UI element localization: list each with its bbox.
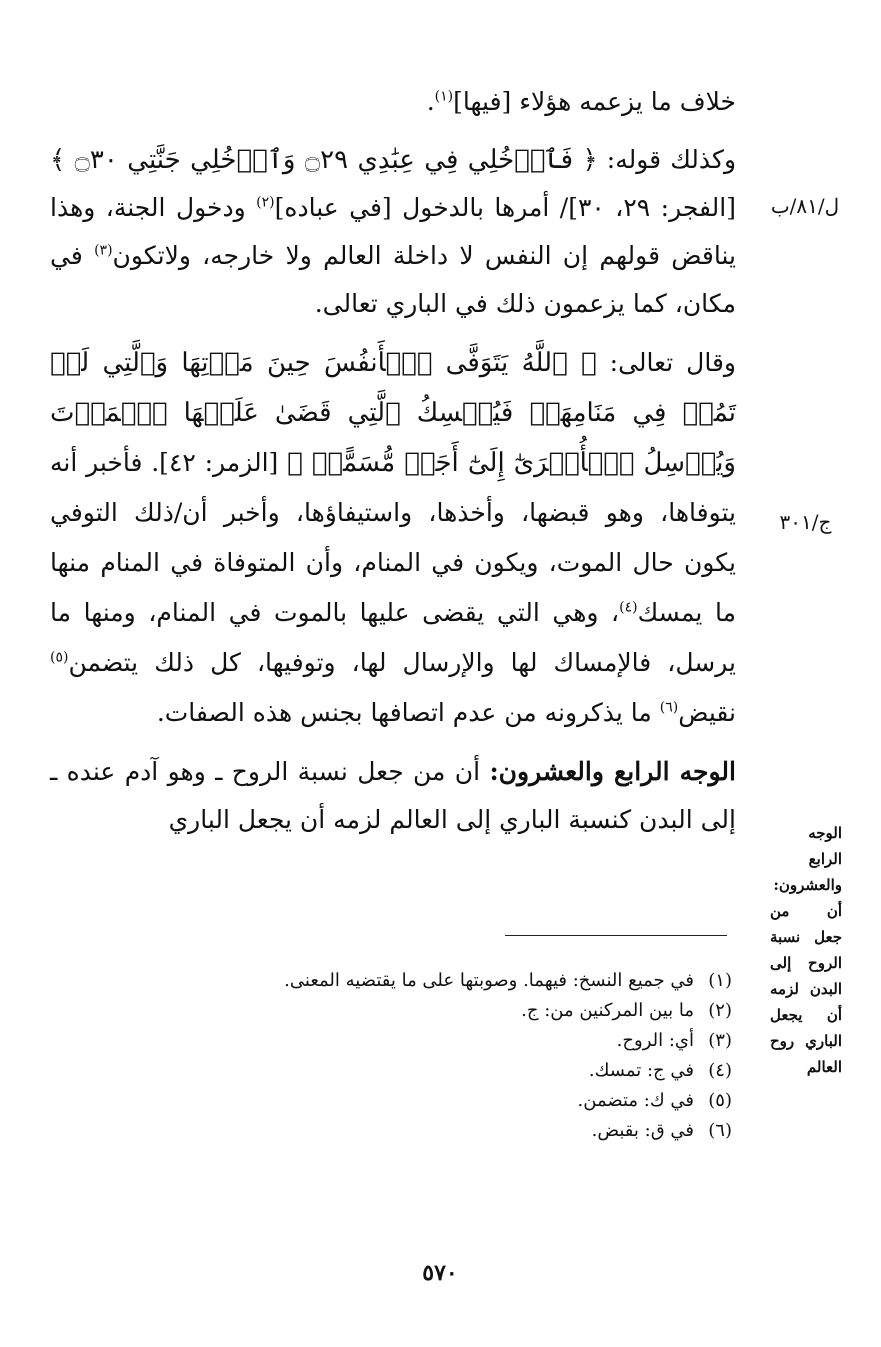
footnote-ref-4: (٤): [619, 599, 638, 616]
footnote-item: [120, 1086, 732, 1116]
footnote-number: (٣): [708, 1030, 732, 1051]
footnote-ref-5: (٥): [50, 649, 69, 666]
paragraph-3-text-c: ، وهي التي يقضى عليها بالموت في المنام، ومنها ما يرسل، فالإمساك لها والإرسال لها، وتوفيها، كل ذلك يتضمن: [50, 598, 736, 677]
paragraph-3-intro: وقال تعالى:: [596, 348, 736, 377]
page-number: ٥٧٠: [422, 1260, 458, 1286]
paragraph-2-text-c: ودخول الجنة، وهذا يناقض قولهم إن النفس لا داخلة العالم ولا خارجه، ولاتكون: [50, 193, 736, 270]
footnote-text: في ج: تمسك.: [588, 1060, 694, 1081]
footnotes: [120, 966, 732, 1146]
section-heading: الوجه الرابع والعشرون:: [489, 757, 736, 786]
footnote-ref-6: (٦): [659, 699, 679, 716]
footnote-ref-1: (١): [434, 88, 454, 105]
quran-quote-zumar: ﴿ ٱللَّهُ يَتَوَفَّى ٱلۡأَنفُسَ حِينَ مَوۡتِهَا وَٱلَّتِي لَمۡ تَمُتۡ فِي مَنَامِهَاۖ فَيُمۡسِكُ ٱلَّتِي قَضَىٰ عَلَيۡهَا ٱلۡمَوۡتَ وَيُرۡسِلُ ٱلۡأُخۡرَىٰٓ إِلَىٰٓ أَجَلٖ مُّسَمًّىۚ ﴾: [50, 348, 736, 478]
footnote-ref-3: (٣): [94, 242, 113, 259]
paragraph-4-text: أن من جعل نسبة الروح ـ وهو آدم عنده ـ إلى البدن كنسبة الباري إلى العالم لزمه أن يجعل الباري: [50, 757, 736, 834]
footnote-number: (١): [708, 970, 732, 991]
margin-ref-manuscript-l: ل/٨١/ب: [770, 194, 840, 218]
quran-quote-fajr: ﴿ فَٱدۡخُلِي فِي عِبَٰدِي ۝٢٩ وَٱدۡخُلِي جَنَّتِي ۝٣٠ ﴾: [50, 145, 598, 175]
paragraph-3-text-e: ما يذكرونه من عدم اتصافها بجنس هذه الصفات.: [156, 698, 660, 727]
paragraph-4: [50, 748, 736, 844]
paragraph-3: [50, 338, 736, 738]
footnote-number: (٤): [708, 1060, 732, 1081]
main-text: [50, 78, 736, 854]
paragraph-2-text-d: في مكان، كما يزعمون ذلك في الباري تعالى.: [50, 241, 736, 318]
footnote-number: (٦): [708, 1120, 732, 1141]
footnote-item: [120, 1026, 732, 1056]
footnote-item: [120, 1116, 732, 1146]
footnote-item: [120, 1056, 732, 1086]
paragraph-2: [50, 136, 736, 328]
margin-ref-manuscript-j: ج/٣٠١: [779, 510, 832, 534]
footnote-text: أي: الروح.: [616, 1030, 694, 1051]
paragraph-2-intro: وكذلك قوله:: [597, 145, 737, 174]
footnote-number: (٢): [708, 1000, 732, 1021]
paragraph-2-text-b: [الفجر: ٢٩، ٣٠]/ أمرها بالدخول [في عباده]: [274, 193, 737, 222]
footnote-item: [120, 966, 732, 996]
margin-heading-note: الوجه الرابع والعشرون: أن من جعل نسبة الروح إلى البدن لزمه أن يجعل الباري روح العالم: [770, 824, 842, 1076]
footnote-text: ما بين المركنين من: ج.: [521, 1000, 694, 1021]
paragraph-1-end: .: [426, 87, 435, 116]
footnote-ref-2: (٢): [256, 194, 275, 211]
footnote-text: في جميع النسخ: فيهما. وصوبتها على ما يقتضيه المعنى.: [284, 970, 694, 991]
footnote-text: في ق: بقبض.: [591, 1120, 694, 1141]
footnote-number: (٥): [708, 1090, 732, 1111]
footnote-divider: [505, 935, 727, 936]
paragraph-1: [50, 78, 736, 126]
paragraph-1-text: خلاف ما يزعمه هؤلاء [فيها]: [453, 87, 736, 116]
footnote-text: في ك: متضمن.: [577, 1090, 694, 1111]
footnote-item: [120, 996, 732, 1026]
paragraph-3-text-b: [الزمر: ٤٢]. فأخبر أنه يتوفاها، وهو قبضها، وأخذها، واستيفاؤها، وأخبر أن/ذلك التوفي يكون حال الموت، ويكون في المنام، وأن المتوفاة في المنام منها ما يمسك: [50, 448, 736, 627]
paragraph-3-text-d: نقيض: [678, 698, 736, 727]
